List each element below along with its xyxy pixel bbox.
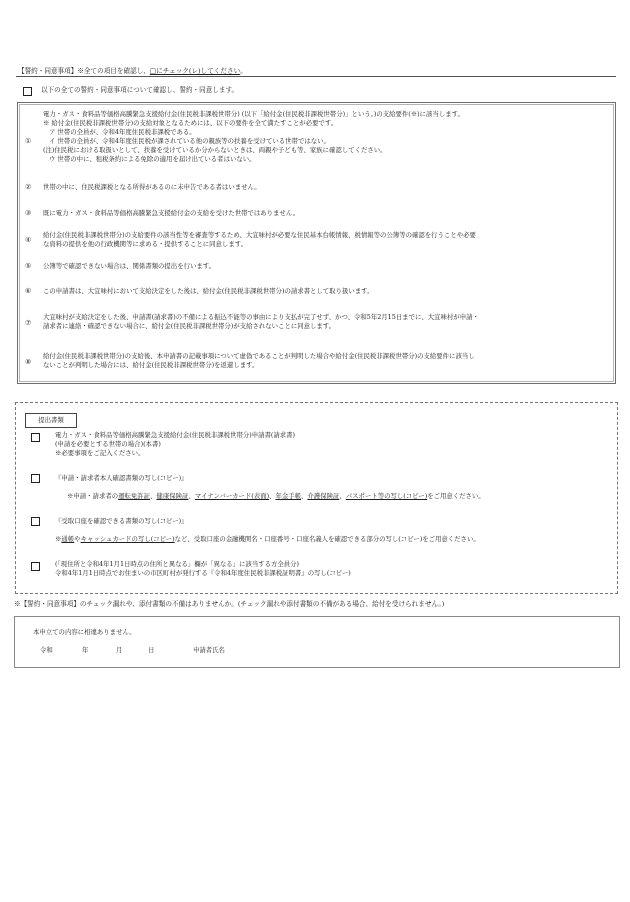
warning-text: ※【誓約・同意事項】のチェック漏れや、添付書類の不備はありませんか。(チェック漏れや添付書類の不備がある場合、給付を受けられません。) bbox=[14, 600, 445, 608]
item-number: ⑥ bbox=[25, 287, 32, 295]
section-header: 【誓約・同意事項】※全ての項目を確認し、□にチェック(レ)してください。 bbox=[18, 67, 247, 75]
pledge-item-4: 給付金(住民税非課税世帯分)の支給要件の該当性等を審査等するため、大宜味村が必要な住民基本台帳情報、税情報等の公簿等の確認を行うことや必要 な資料の提供を他の行政機関等に求める・提供することに同意します。 bbox=[43, 231, 476, 248]
declaration-text: 本申立ての内容に相違ありません。 bbox=[33, 628, 136, 636]
doc2-checkbox[interactable] bbox=[31, 474, 40, 483]
pledge-item-5: 公簿等で確認できない場合は、関係書類の提出を行います。 bbox=[43, 262, 216, 270]
item-number: ⑧ bbox=[25, 358, 32, 366]
doc1-checkbox[interactable] bbox=[31, 433, 40, 442]
doc4-checkbox[interactable] bbox=[31, 562, 40, 571]
agree-all-checkbox[interactable] bbox=[23, 87, 32, 96]
item-number: ⑤ bbox=[25, 262, 32, 270]
header-rule bbox=[16, 76, 616, 77]
date-day: 日 bbox=[148, 646, 155, 654]
pledge-item-6: この申請書は、大宜味村において支給決定をした後は、給付金(住民税非課税世帯分)の請求書として取り扱います。 bbox=[43, 287, 374, 295]
pledge-item-7: 大宜味村が支給決定をした後、申請書(請求書)の不備による振込不能等の事由により支払が完了せず、かつ、令和5年2月15日までに、大宜味村が申請・ 請求者に連絡・確認できない場合に、給付金(住民税非課税世帯分)が支給されないことに同意します。 bbox=[43, 313, 479, 330]
pledge-item-2: 世帯の中に、住民税課税となる所得があるのに未申告である者はいません。 bbox=[43, 183, 261, 191]
applicant-name-label: 申請者氏名 bbox=[193, 646, 225, 654]
item-number: ② bbox=[25, 183, 32, 191]
pledge-item-1: 電力・ガス・食料品等価格高騰緊急支援給付金(住民税非課税世帯分) (以下「給付金(住民税非課税世帯分)」という。)の支給要件(※)に該当します。 ※ 給付金(住民税非課税世帯分)の支給対象となるためには、以下の要件を全て満たすことが必要です。 ア 世帯の全員が、令和4年度住民税非課税である。 イ 世帯の全員が、令和4年度住民税が課されている他の親族等の扶養を受けている世帯ではない。 (注)住民税における取扱いとして、扶養を受けているか分からないときは、両親や子ども等、家族に確認してください。 ウ 世帯の中に、租税条約による免除の適用を届け出ている者はいない。 bbox=[43, 110, 464, 163]
agree-all-label: 以下の全ての誓約・同意事項について確認し、誓約・同意します。 bbox=[41, 86, 239, 94]
item-number: ③ bbox=[25, 209, 32, 217]
item-number: ④ bbox=[25, 236, 32, 244]
item-number: ① bbox=[25, 137, 32, 145]
doc3-title: 『受取口座を確認できる書類の写し(コピー)』 bbox=[55, 517, 188, 525]
doc3-note: ※通帳やキャッシュカードの写し(コピー)など、受取口座の金融機関名・口座番号・口座名義人を確認できる部分の写し(コピー)をご用意ください。 bbox=[55, 535, 480, 543]
doc2-title: 『申請・請求者本人確認書類の写し(コピー)』 bbox=[55, 474, 188, 482]
pledge-item-3: 既に電力・ガス・食料品等価格高騰緊急支援給付金の支給を受けた世帯ではありません。 bbox=[43, 209, 300, 217]
date-year: 年 bbox=[82, 646, 89, 654]
header-text: 【誓約・同意事項】※全ての項目を確認し、 bbox=[18, 67, 150, 75]
declaration-box bbox=[14, 616, 620, 668]
date-era: 令和 bbox=[40, 646, 53, 654]
submission-label: 提出書類 bbox=[25, 413, 77, 428]
date-month: 月 bbox=[116, 646, 123, 654]
item-number: ⑦ bbox=[25, 319, 32, 327]
pledge-item-8: 給付金(住民税非課税世帯分)の支給後、本申請書の記載事項について虚偽であることが判明した場合や給付金(住民税非課税世帯分)の支給要件に該当し ないことが判明した場合には、給付金(住民税非課税世帯分)を返還します。 bbox=[43, 352, 475, 369]
doc3-checkbox[interactable] bbox=[31, 517, 40, 526]
doc2-note: ※申請・請求者の運転免許証、健康保険証、マイナンバーカード(表面)、年金手帳、介護保険証、パスポート等の写し(コピー)をご用意ください。 bbox=[67, 492, 485, 500]
doc1-text: 電力・ガス・食料品等価格高騰緊急支援給付金(住民税非課税世帯分)申請書(請求書) (申請を必要とする世帯の場合)(本書) ※必要事項をご記入ください。 bbox=[55, 431, 296, 457]
doc4-text: (「現住所と令和4年1月1日時点の住所と異なる」欄が「異なる」に該当する方全員分) 令和4年1月1日時点でお住まいの市区町村が発行する『令和4年度住民税非課税証明書』の写し(コピー) bbox=[55, 560, 351, 577]
header-instruction: □にチェック(レ)してください bbox=[149, 67, 241, 75]
